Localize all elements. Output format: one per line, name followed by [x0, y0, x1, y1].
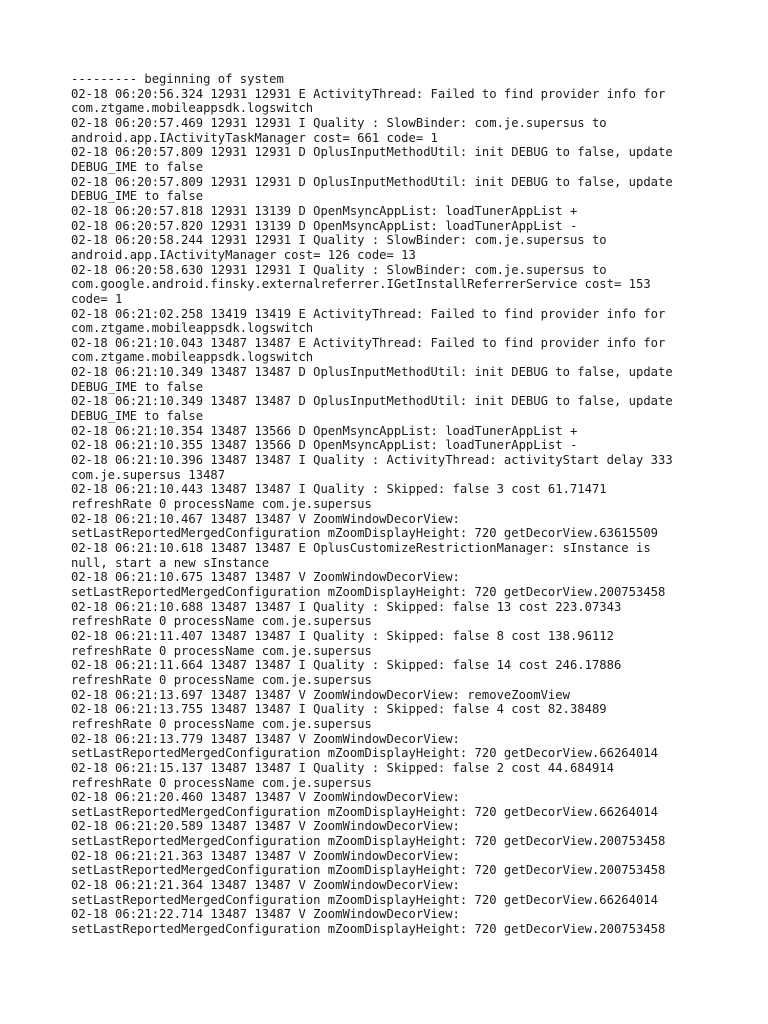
- log-line: 02-18 06:21:10.354 13487 13566 D OpenMsyncAppList: loadTunerAppList +: [71, 423, 578, 438]
- log-line: DEBUG_IME to false: [71, 379, 204, 394]
- log-line: 02-18 06:21:22.714 13487 13487 V ZoomWindowDecorView:: [71, 907, 460, 922]
- log-line: com.ztgame.mobileappsdk.logswitch: [71, 321, 314, 336]
- log-line: com.ztgame.mobileappsdk.logswitch: [71, 101, 314, 116]
- log-line: setLastReportedMergedConfiguration mZoomDisplayHeight: 720 getDecorView.66264014: [71, 892, 658, 907]
- log-line: 02-18 06:21:10.349 13487 13487 D OplusInputMethodUtil: init DEBUG to false, update: [71, 394, 673, 409]
- log-line: setLastReportedMergedConfiguration mZoomDisplayHeight: 720 getDecorView.200753458: [71, 584, 666, 599]
- log-line: 02-18 06:20:57.820 12931 13139 D OpenMsyncAppList: loadTunerAppList -: [71, 218, 578, 233]
- log-line: DEBUG_IME to false: [71, 189, 204, 204]
- log-line: 02-18 06:21:10.349 13487 13487 D OplusInputMethodUtil: init DEBUG to false, update: [71, 365, 673, 380]
- log-line: DEBUG_IME to false: [71, 159, 204, 174]
- log-line: 02-18 06:21:10.467 13487 13487 V ZoomWindowDecorView:: [71, 511, 460, 526]
- log-line: setLastReportedMergedConfiguration mZoomDisplayHeight: 720 getDecorView.63615509: [71, 526, 658, 541]
- log-line: android.app.IActivityTaskManager cost= 661 code= 1: [71, 130, 438, 145]
- log-line: 02-18 06:21:13.755 13487 13487 I Quality : Skipped: false 4 cost 82.38489: [71, 702, 607, 717]
- log-line: refreshRate 0 processName com.je.supersus: [71, 497, 372, 512]
- log-line: setLastReportedMergedConfiguration mZoomDisplayHeight: 720 getDecorView.200753458: [71, 834, 666, 849]
- log-line: 02-18 06:21:10.396 13487 13487 I Quality : ActivityThread: activityStart delay 333: [71, 453, 673, 468]
- log-line: refreshRate 0 processName com.je.supersus: [71, 643, 372, 658]
- log-line: 02-18 06:21:20.589 13487 13487 V ZoomWindowDecorView:: [71, 819, 460, 834]
- log-line: 02-18 06:21:13.697 13487 13487 V ZoomWindowDecorView: removeZoomView: [71, 687, 570, 702]
- log-line: com.je.supersus 13487: [71, 467, 226, 482]
- log-line: 02-18 06:21:13.779 13487 13487 V ZoomWindowDecorView:: [71, 731, 460, 746]
- log-line: 02-18 06:21:10.688 13487 13487 I Quality : Skipped: false 13 cost 223.07343: [71, 599, 622, 614]
- log-line: code= 1: [71, 291, 123, 306]
- log-line: 02-18 06:20:58.630 12931 12931 I Quality : SlowBinder: com.je.supersus to: [71, 262, 607, 277]
- log-line: setLastReportedMergedConfiguration mZoomDisplayHeight: 720 getDecorView.66264014: [71, 804, 658, 819]
- log-line: refreshRate 0 processName com.je.supersus: [71, 614, 372, 629]
- log-line: 02-18 06:20:58.244 12931 12931 I Quality : SlowBinder: com.je.supersus to: [71, 233, 607, 248]
- log-line: 02-18 06:21:11.407 13487 13487 I Quality : Skipped: false 8 cost 138.96112: [71, 628, 614, 643]
- log-line: 02-18 06:20:57.809 12931 12931 D OplusInputMethodUtil: init DEBUG to false, update: [71, 174, 673, 189]
- log-line: 02-18 06:21:15.137 13487 13487 I Quality : Skipped: false 2 cost 44.684914: [71, 760, 614, 775]
- log-line: 02-18 06:20:57.818 12931 13139 D OpenMsyncAppList: loadTunerAppList +: [71, 203, 578, 218]
- log-line: 02-18 06:21:21.364 13487 13487 V ZoomWindowDecorView:: [71, 878, 460, 893]
- log-line: refreshRate 0 processName com.je.supersus: [71, 775, 372, 790]
- log-line: refreshRate 0 processName com.je.supersus: [71, 716, 372, 731]
- log-line: 02-18 06:20:56.324 12931 12931 E ActivityThread: Failed to find provider info for: [71, 86, 666, 101]
- log-line: 02-18 06:20:57.469 12931 12931 I Quality : SlowBinder: com.je.supersus to: [71, 115, 607, 130]
- log-line: 02-18 06:21:10.355 13487 13566 D OpenMsyncAppList: loadTunerAppList -: [71, 438, 578, 453]
- log-line: refreshRate 0 processName com.je.supersus: [71, 672, 372, 687]
- log-line: 02-18 06:20:57.809 12931 12931 D OplusInputMethodUtil: init DEBUG to false, update: [71, 145, 673, 160]
- log-line: DEBUG_IME to false: [71, 409, 204, 424]
- log-line: 02-18 06:21:20.460 13487 13487 V ZoomWindowDecorView:: [71, 790, 460, 805]
- log-line: 02-18 06:21:10.443 13487 13487 I Quality : Skipped: false 3 cost 61.71471: [71, 482, 607, 497]
- log-line: android.app.IActivityManager cost= 126 code= 13: [71, 247, 416, 262]
- log-line: 02-18 06:21:21.363 13487 13487 V ZoomWindowDecorView:: [71, 848, 460, 863]
- log-output: [71, 72, 761, 937]
- log-line: setLastReportedMergedConfiguration mZoomDisplayHeight: 720 getDecorView.66264014: [71, 746, 658, 761]
- log-line: 02-18 06:21:11.664 13487 13487 I Quality : Skipped: false 14 cost 246.17886: [71, 658, 622, 673]
- log-line: 02-18 06:21:02.258 13419 13419 E ActivityThread: Failed to find provider info for: [71, 306, 666, 321]
- log-line: setLastReportedMergedConfiguration mZoomDisplayHeight: 720 getDecorView.200753458: [71, 863, 666, 878]
- log-line: setLastReportedMergedConfiguration mZoomDisplayHeight: 720 getDecorView.200753458: [71, 922, 666, 937]
- log-line: 02-18 06:21:10.675 13487 13487 V ZoomWindowDecorView:: [71, 570, 460, 585]
- log-line: 02-18 06:21:10.043 13487 13487 E ActivityThread: Failed to find provider info for: [71, 335, 666, 350]
- log-line: null, start a new sInstance: [71, 555, 270, 570]
- log-line: com.google.android.finsky.externalreferrer.IGetInstallReferrerService cost= 153: [71, 277, 651, 292]
- log-line: --------- beginning of system: [71, 72, 284, 86]
- log-line: 02-18 06:21:10.618 13487 13487 E OplusCustomizeRestrictionManager: sInstance is: [71, 541, 651, 555]
- log-line: com.ztgame.mobileappsdk.logswitch: [71, 350, 314, 365]
